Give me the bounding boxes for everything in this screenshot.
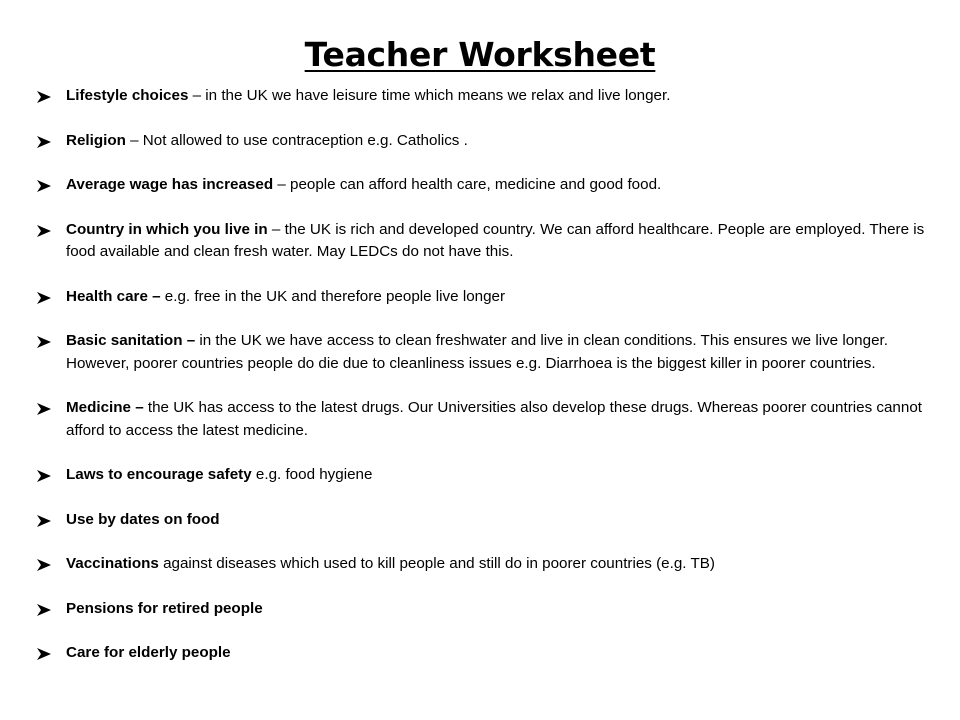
list-item — [36, 509, 936, 532]
arrowhead-bullet-icon — [37, 136, 51, 148]
list-item-term: Medicine – — [66, 399, 144, 416]
list-item — [36, 464, 936, 487]
list-item-text: against diseases which used to kill people and still do in poorer countries (e.g. TB) — [158, 555, 715, 572]
arrowhead-bullet-icon — [37, 470, 51, 482]
arrowhead-bullet-icon — [37, 180, 51, 192]
list-item — [36, 130, 936, 153]
list-item — [36, 598, 936, 621]
list-item-text: – Not allowed to use contraception e.g. Catholics . — [125, 131, 468, 149]
list-item-term: Care for elderly people — [66, 644, 231, 661]
list-item-term: Lifestyle choices — [66, 87, 189, 104]
list-item-text: – in the UK we have leisure time which means we relax and live longer. — [188, 87, 671, 104]
list-item-text: e.g. free in the UK and therefore people live longer — [160, 287, 506, 305]
arrowhead-bullet-icon — [37, 604, 51, 616]
list-item-term: Laws to encourage safety — [66, 466, 252, 483]
list-item-text: in the UK we have access to clean freshwater and live in clean conditions. This ensures we live longer. However, poorer countries people do die due to cleanliness issues e.g. Diarrhoea is the biggest killer in poorer countries. — [66, 332, 888, 372]
list-item-text: – people can afford health care, medicine and good food. — [273, 176, 662, 193]
list-item-term: Health care – — [66, 287, 161, 305]
list-item — [36, 330, 936, 375]
arrowhead-bullet-icon — [37, 225, 51, 237]
arrowhead-bullet-icon — [37, 648, 51, 660]
list-item — [36, 553, 936, 576]
list-item — [36, 85, 936, 108]
bullet-list — [36, 85, 936, 687]
list-item-term: Religion — [66, 131, 126, 149]
list-item-text: e.g. food hygiene — [251, 466, 373, 483]
arrowhead-bullet-icon — [37, 403, 51, 415]
list-item — [36, 174, 936, 197]
arrowhead-bullet-icon — [37, 292, 51, 304]
list-item-term: Use by dates on food — [66, 510, 220, 528]
list-item — [36, 286, 936, 309]
list-item-text: the UK has access to the latest drugs. Our Universities also develop these drugs. Whereas poorer countries cannot afford to access the latest medicine. — [66, 399, 922, 439]
arrowhead-bullet-icon — [37, 559, 51, 571]
list-item-term: Pensions for retired people — [66, 599, 263, 617]
list-item-text: – the UK is rich and developed country. We can afford healthcare. People are employed. There is food available and clean fresh water. May LEDCs do not have this. — [66, 220, 925, 260]
arrowhead-bullet-icon — [37, 515, 51, 527]
list-item-term: Country in which you live in — [66, 220, 268, 238]
list-item — [36, 642, 936, 665]
arrowhead-bullet-icon — [37, 336, 51, 348]
list-item — [36, 397, 936, 442]
page-title: Teacher Worksheet — [304, 35, 656, 75]
list-item-term: Average wage has increased — [66, 176, 274, 193]
list-item-term: Basic sanitation – — [66, 332, 196, 349]
arrowhead-bullet-icon — [37, 91, 51, 103]
list-item — [36, 219, 936, 264]
list-item-term: Vaccinations — [66, 555, 159, 572]
